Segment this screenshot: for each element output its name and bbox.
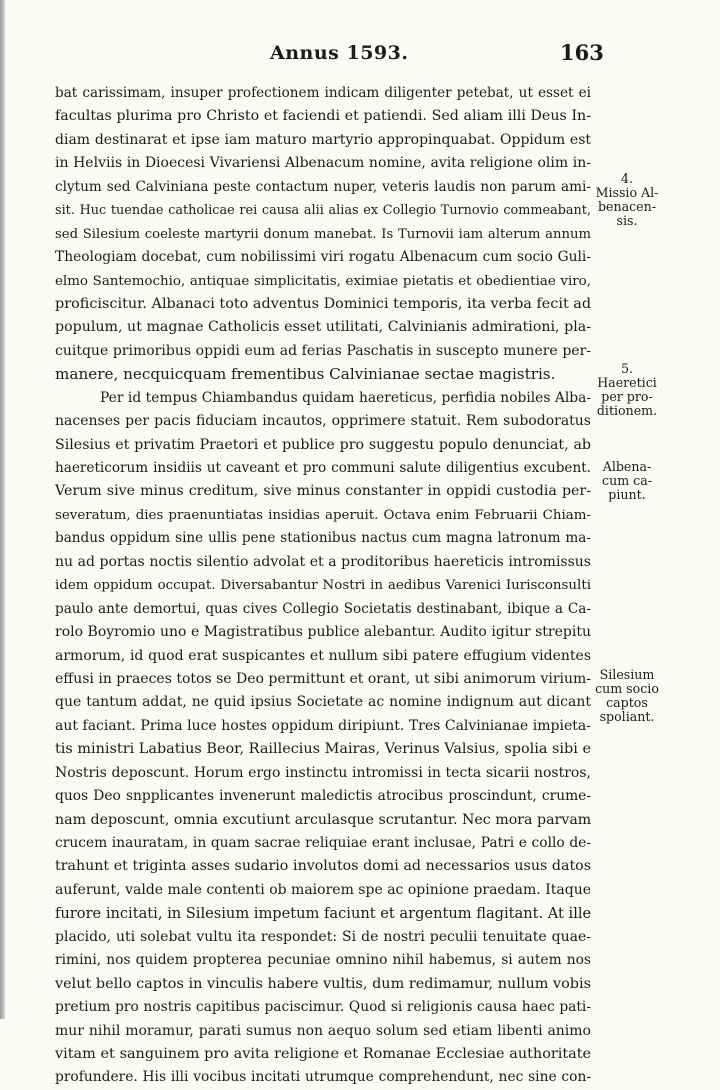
text-line: Nostris deposcunt. Horum ergo instinctu intromissi in tecta sicarii nostros,	[55, 764, 591, 781]
text-line: Theologiam docebat, cum nobilissimi viri rogatu Albenacum cum socio Guli-	[55, 249, 591, 266]
text-line: elmo Santemochio, antiquae simplicitatis, eximiae pietatis et obedientiae viro,	[55, 273, 591, 289]
page-binding-edge	[0, 0, 5, 1019]
text-line: rimini, nos quidem propterea pecuniae omnino nihil habemus, si autem nos	[55, 952, 591, 969]
text-line: nacenses per pacis fiduciam incautos, opprimere statuit. Rem subodoratus	[55, 413, 591, 430]
text-line: que tantum addat, ne quid ipsius Societate ac nomine indignum aut dicant	[55, 694, 591, 711]
text-line: quos Deo snpplicantes invenerunt maledictis atrocibus proscindunt, crume-	[55, 788, 591, 805]
margin-note-5	[592, 362, 662, 418]
margin-note-line: benacen-	[597, 199, 656, 214]
page-number: 163	[560, 40, 604, 65]
margin-note-line: per pro-	[601, 389, 653, 404]
text-line: auferunt, valde male contenti ob maiorem spe ac opinione praedam. Itaque	[55, 881, 591, 898]
margin-note-albenacum	[592, 460, 662, 502]
text-line: rolo Boyromio uno e Magistratibus publice alebantur. Audito igitur strepitu	[55, 624, 591, 641]
text-line: haereticorum insidiis ut caveant et pro communi salute diligentius excubent.	[55, 460, 591, 476]
text-line: bandus oppidum sine ullis pene stationibus nactus cum magna latronum ma-	[55, 530, 591, 547]
margin-note-line: 4.	[620, 171, 634, 186]
text-line: sit. Huc tuendae catholicae rei causa alii alias ex Collegio Turnovio commeabant,	[55, 203, 591, 219]
running-head	[0, 42, 720, 72]
margin-note-line: 5.	[620, 361, 634, 376]
text-line: profundere. His illi vocibus incitati utrumque comprehendunt, nec sine con-	[55, 1069, 591, 1086]
text-line: idem oppidum occupat. Diversabantur Nostri in aedibus Varenici Iurisconsulti	[55, 578, 591, 594]
margin-note-line: piunt.	[608, 487, 646, 502]
text-line: trahunt et triginta asses sudario involutos domi ad necessarios usus datos	[55, 858, 591, 875]
text-line: cuitque primoribus oppidi eum ad ferias Paschatis in suscepto munere per-	[55, 342, 591, 359]
text-line: aut faciant. Prima luce hostes oppidum diripiunt. Tres Calvinianae impieta-	[55, 717, 591, 734]
text-line: Per id tempus Chiambandus quidam haereticus, perfidia nobiles Alba-	[100, 389, 591, 406]
margin-note-line: cum ca-	[602, 473, 652, 488]
text-line: effusi in praeces totos se Deo permittunt et orant, ut sibi animorum virium-	[55, 670, 591, 687]
margin-note-line: Silesium	[599, 667, 655, 682]
text-line: proficiscitur. Albanaci toto adventus Dominici temporis, ita verba fecit ad	[55, 295, 591, 312]
text-line: vitam et sanguinem pro avita religione et Romanae Ecclesiae authoritate	[55, 1045, 591, 1062]
text-line: clytum sed Calviniana peste contactum nuper, veteris laudis non parum ami-	[55, 178, 591, 195]
text-line: facultas plurima pro Christo et faciendi et patiendi. Sed aliam illi Deus In-	[55, 108, 591, 125]
text-line: sed Silesium coeleste martyrii donum manebat. Is Turnovii iam alterum annum	[55, 226, 591, 242]
text-line: furore incitati, in Silesium impetum faciunt et argentum flagitant. At ille	[55, 905, 591, 923]
margin-note-line: Albena-	[602, 459, 652, 474]
page-title: Annus 1593.	[270, 42, 409, 64]
text-line: bat carissimam, insuper profectionem indicam diligenter petebat, ut esset ei	[55, 85, 591, 101]
margin-note-line: cum socio	[595, 681, 659, 696]
text-line: Silesius et privatim Praetori et publice pro suggestu populo denunciat, ab	[55, 436, 591, 453]
margin-note-4	[592, 172, 662, 228]
margin-note-line: captos	[606, 695, 648, 710]
text-line: crucem inauratam, in quam sacrae reliquiae erant inclusae, Patri e collo de-	[55, 835, 591, 851]
text-line: tis ministri Labatius Beor, Raillecius Mairas, Verinus Valsius, spolia sibi e	[55, 741, 591, 758]
text-line: diam destinarat et ipse iam maturo martyrio appropinquabat. Oppidum est	[55, 131, 591, 148]
text-line: severatum, dies praenuntiatas insidias aperuit. Octava enim Februarii Chiam-	[55, 507, 591, 523]
margin-note-line: Haeretici	[597, 375, 657, 390]
text-line: velut bello captos in vinculis habere vultis, dum redimamur, nullum vobis	[55, 975, 591, 992]
text-line: placido, uti solebat vultu ita respondet: Si de nostri peculii tenuitate quae-	[55, 928, 591, 945]
text-line: paulo ante demortui, quas cives Collegio Societatis destinabant, ibique a Ca-	[55, 600, 591, 617]
text-line: pretium pro nostris capitibus paciscimur. Quod si religionis causa haec pati-	[55, 999, 591, 1016]
margin-note-silesium	[592, 668, 662, 724]
text-line: populum, ut magnae Catholicis esset utilitati, Calvinianis admirationi, pla-	[55, 319, 591, 336]
body-text	[55, 82, 591, 1090]
margin-note-line: spoliant.	[599, 709, 655, 724]
text-line: in Helviis in Dioecesi Vivariensi Albenacum nomine, avita religione olim in-	[55, 155, 591, 172]
text-line: nu ad portas noctis silentio advolat et a proditoribus haereticis intromissus	[55, 553, 591, 570]
text-line: nam deposcunt, omnia excutiunt arculasque scrutantur. Nec mora parvam	[55, 811, 591, 828]
margin-note-line: Missio Al-	[595, 185, 659, 200]
text-line: armorum, id quod erat suspicantes et nullum sibi patere effugium videntes	[55, 647, 591, 664]
margin-note-line: ditionem.	[596, 403, 658, 418]
text-line: mur nihil moramur, parati sumus non aequo solum sed etiam libenti animo	[55, 1022, 591, 1039]
text-line: Verum sive minus creditum, sive minus constanter in oppidi custodia per-	[55, 483, 591, 500]
text-line: manere, necquicquam frementibus Calvinianae sectae magistris.	[55, 365, 556, 384]
margin-note-line: sis.	[616, 213, 638, 228]
